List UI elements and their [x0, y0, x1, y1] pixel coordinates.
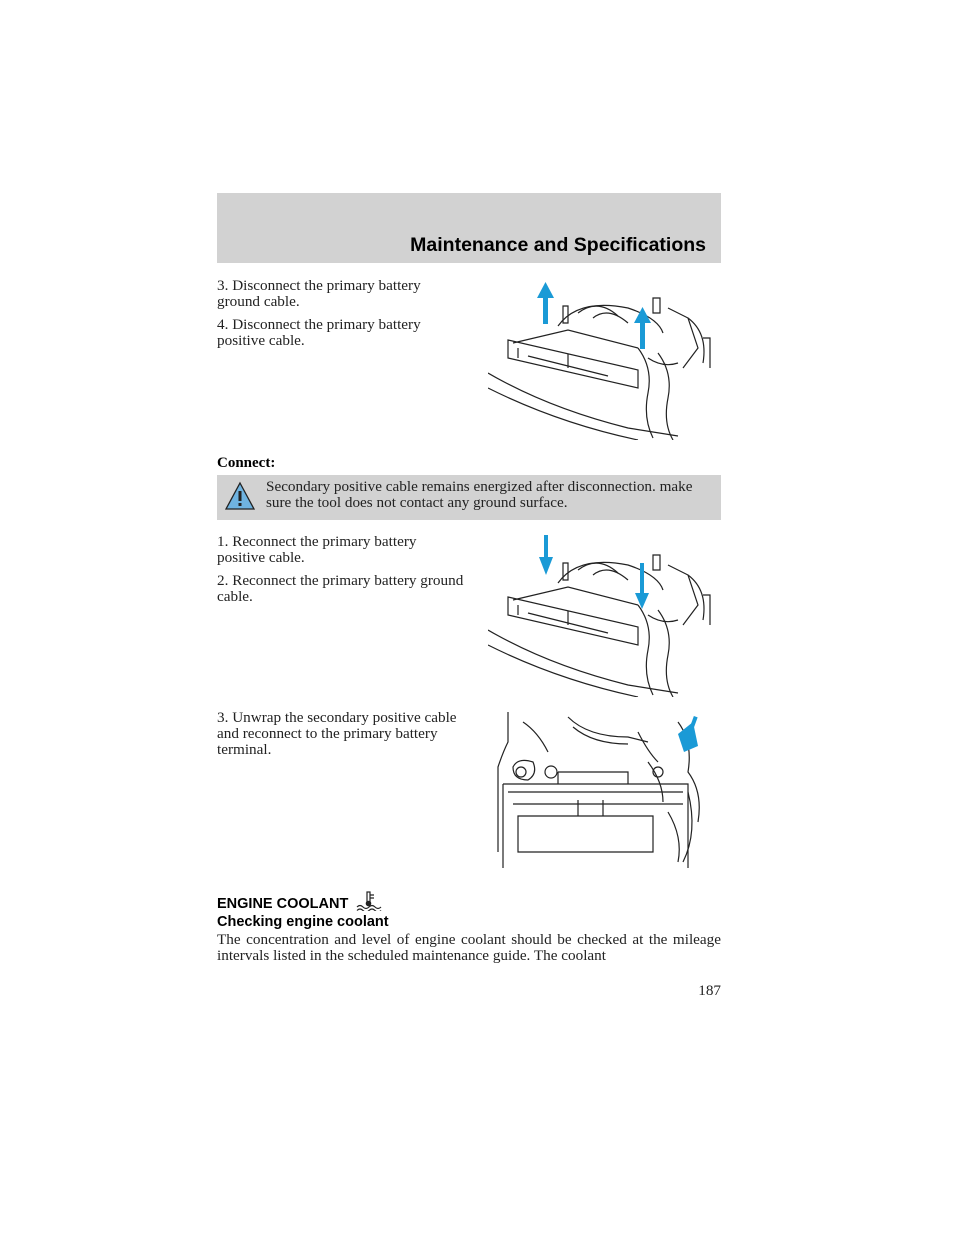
checking-coolant-subheading: Checking engine coolant	[217, 914, 389, 930]
secondary-cable-illustration	[488, 712, 713, 868]
step-disconnect-positive: 4. Disconnect the primary battery positive cable.	[217, 316, 421, 349]
section-title: Maintenance and Specifications	[410, 234, 706, 256]
warning-triangle-icon	[225, 481, 255, 511]
page-number: 187	[698, 982, 721, 999]
step-unwrap-secondary: 3. Unwrap the secondary positive cable and reconnect to the primary battery terminal.	[217, 709, 457, 758]
battery-reconnect-illustration	[488, 535, 718, 697]
engine-coolant-title: ENGINE COOLANT	[217, 896, 349, 912]
battery-disconnect-illustration	[488, 278, 718, 440]
step-disconnect-ground: 3. Disconnect the primary battery ground cable.	[217, 277, 421, 310]
warning-box	[217, 475, 721, 520]
engine-coolant-heading	[217, 891, 382, 912]
coolant-body-text: The concentration and level of engine coolant should be checked at the mileage intervals listed in the scheduled maintenance guide. The coolant	[217, 931, 721, 964]
step-reconnect-ground: 2. Reconnect the primary battery ground cable.	[217, 572, 464, 605]
coolant-temperature-icon	[356, 891, 382, 911]
section-header	[217, 193, 721, 263]
step-reconnect-positive: 1. Reconnect the primary battery positive cable.	[217, 533, 417, 566]
warning-text: Secondary positive cable remains energized after disconnection. make sure the tool does not contact any ground surface.	[266, 478, 693, 511]
connect-heading: Connect:	[217, 455, 276, 471]
